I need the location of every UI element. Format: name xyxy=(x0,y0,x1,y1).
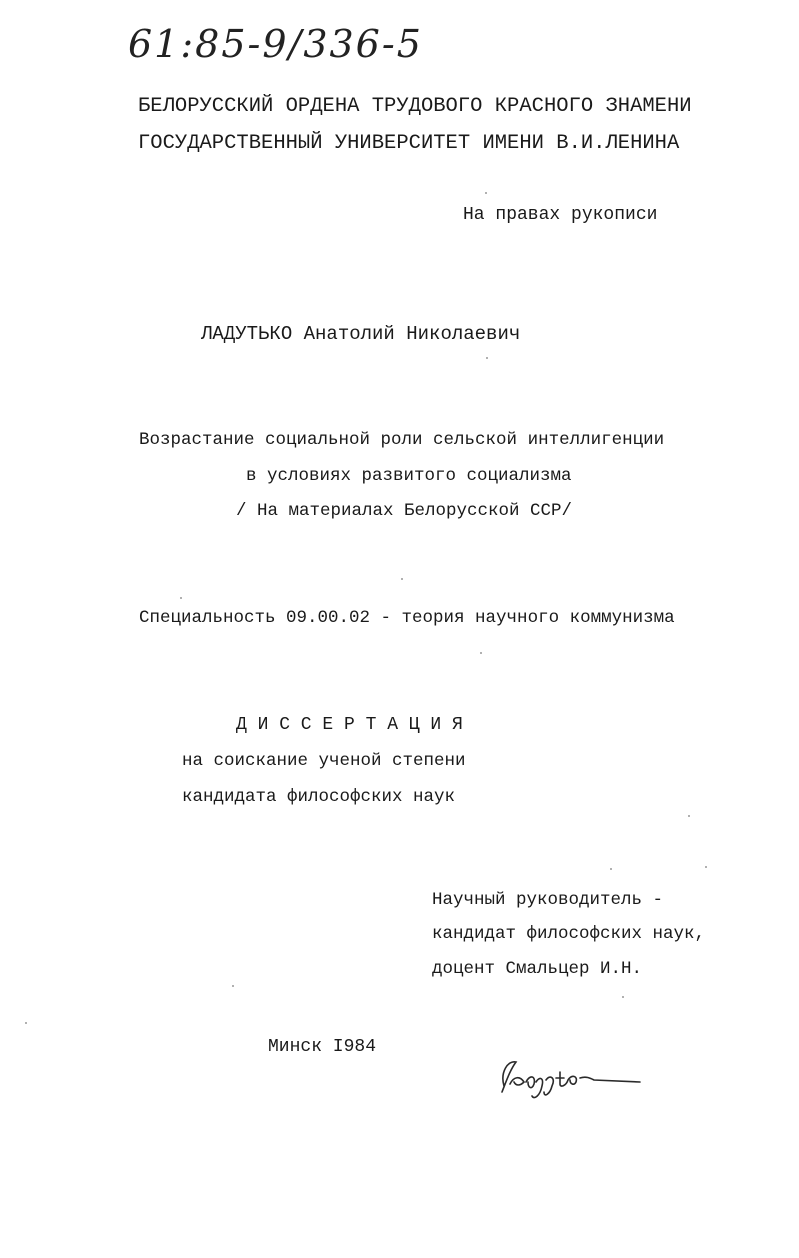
scan-speck xyxy=(622,996,624,998)
advisor-line-3: доцент Смальцер И.Н. xyxy=(432,959,643,979)
scan-speck xyxy=(480,652,482,654)
scan-speck xyxy=(485,192,487,194)
advisor-line-2: кандидат философских наук, xyxy=(432,924,706,944)
degree-line-2: кандидата философских наук xyxy=(182,787,456,807)
scan-speck xyxy=(25,1022,27,1024)
thesis-title-line-2: в условиях развитого социализма xyxy=(246,466,572,486)
university-name-line-1: БЕЛОРУССКИЙ ОРДЕНА ТРУДОВОГО КРАСНОГО ЗНАМЕНИ xyxy=(138,95,692,118)
author-signature xyxy=(490,1052,650,1108)
advisor-line-1: Научный руководитель - xyxy=(432,890,664,910)
degree-line-1: на соискание ученой степени xyxy=(182,751,466,771)
handwritten-catalog-number: 61:85-9/336-5 xyxy=(128,22,423,66)
thesis-title-line-3: / На материалах Белорусской ССР/ xyxy=(236,501,573,521)
scan-speck xyxy=(486,357,488,359)
thesis-title-line-1: Возрастание социальной роли сельской интеллигенции xyxy=(139,430,665,450)
scan-speck xyxy=(180,597,182,599)
specialty: Специальность 09.00.02 - теория научного коммунизма xyxy=(139,608,675,628)
scan-speck xyxy=(705,866,707,868)
author-name: ЛАДУТЬКО Анатолий Николаевич xyxy=(201,323,521,345)
scan-speck xyxy=(401,578,403,580)
scan-speck xyxy=(688,815,690,817)
place-and-year: Минск I984 xyxy=(268,1037,377,1057)
scan-speck xyxy=(610,868,612,870)
dissertation-heading: Д И С С Е Р Т А Ц И Я xyxy=(236,715,463,735)
university-name-line-2: ГОСУДАРСТВЕННЫЙ УНИВЕРСИТЕТ ИМЕНИ В.И.ЛЕНИНА xyxy=(138,132,680,155)
manuscript-rights-note: На правах рукописи xyxy=(463,205,658,225)
scan-speck xyxy=(232,985,234,987)
